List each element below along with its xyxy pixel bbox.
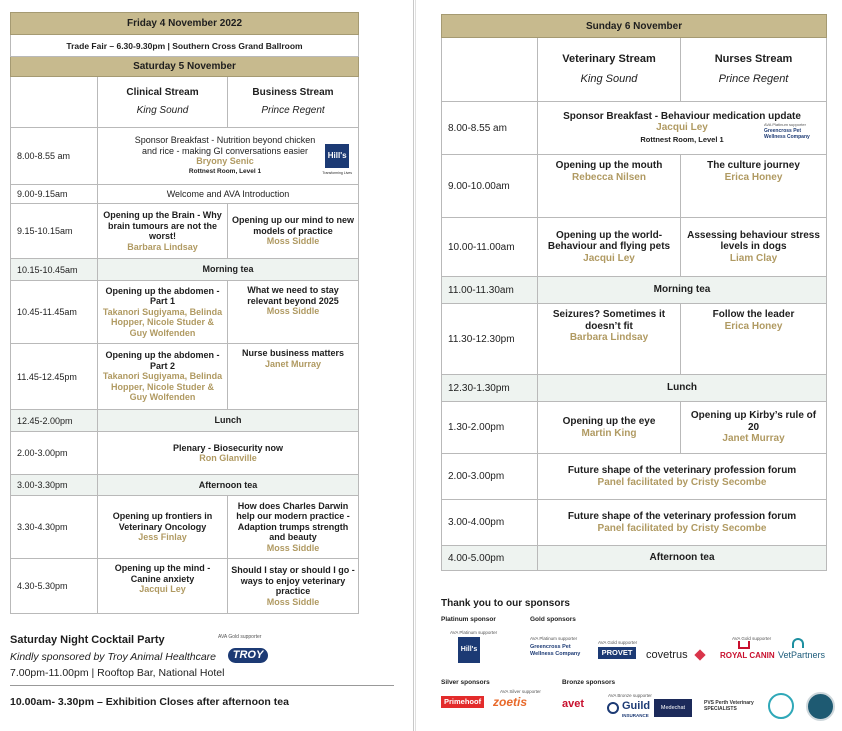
page-fold-shadow	[415, 0, 416, 731]
time-cell: 12.30-1.30pm	[442, 375, 538, 402]
break-label: Afternoon tea	[98, 475, 359, 496]
session-speaker: Moss Siddle	[266, 596, 320, 607]
time-cell: 9.15-10.15am	[11, 204, 98, 259]
business-stream-header	[228, 77, 359, 128]
session-cell	[228, 496, 359, 559]
zoetis-logo: zoetis	[493, 695, 528, 709]
gold-tag: AVA Platinum supporter	[530, 636, 578, 641]
session-title: Future shape of the veterinary profession forum	[567, 465, 797, 476]
session-speaker: Barbara Lindsay	[569, 332, 649, 343]
session-cell	[228, 281, 359, 344]
session-cell	[228, 204, 359, 259]
cocktail-title: Saturday Night Cocktail Party	[10, 634, 165, 646]
forum-cell	[538, 454, 827, 500]
session-speaker: Jess Finlay	[138, 532, 187, 543]
session-cell	[228, 559, 359, 614]
sunday-schedule	[441, 14, 827, 571]
medechat-logo: Medechat	[654, 699, 692, 717]
stream-name: Business Stream	[252, 86, 334, 98]
break-label: Afternoon tea	[538, 546, 827, 571]
covetrus-mark-icon	[694, 649, 705, 660]
vetpartners-mark-icon	[792, 638, 804, 648]
session-title: Opening up frontiers in Veterinary Oncology	[112, 511, 213, 532]
session-speaker: Rebecca Nilsen	[572, 171, 646, 183]
session-cell	[538, 218, 681, 277]
cocktail-divider	[10, 685, 394, 686]
time-cell: 10.15-10.45am	[11, 259, 98, 281]
session-speaker: Janet Murray	[264, 358, 322, 369]
time-cell: 3.30-4.30pm	[11, 496, 98, 559]
page-fold	[413, 0, 414, 731]
royal-canin-logo: ROYAL CANIN	[720, 651, 775, 660]
session-title: Opening up the mouth	[555, 160, 663, 171]
stream-name: Nurses Stream	[714, 53, 793, 65]
time-cell: 3.00-3.30pm	[11, 475, 98, 496]
crown-icon	[738, 641, 750, 649]
time-cell: 3.00-4.00pm	[442, 500, 538, 546]
hills-sponsor-logo: Hill's	[458, 637, 480, 663]
session-title: Opening up the abdomen - Part 2	[105, 350, 220, 371]
greencross-sponsor-logo: Greencross Pet Wellness Company	[530, 644, 581, 657]
stream-room: King Sound	[136, 105, 189, 116]
silver-tag: AVA Silver supporter	[500, 689, 541, 694]
session-cell	[228, 344, 359, 410]
session-title: Opening up the Brain - Why brain tumours are not the worst!	[103, 210, 222, 241]
time-cell: 11.30-12.30pm	[442, 304, 538, 375]
session-speaker: Jacqui Ley	[656, 122, 708, 134]
session-cell	[98, 344, 228, 410]
sponsor-breakfast-cell	[538, 102, 827, 155]
saturday-schedule	[10, 12, 359, 614]
session-title: Future shape of the veterinary profession forum	[567, 511, 797, 522]
session-cell	[98, 204, 228, 259]
session-speaker: Moss Siddle	[266, 542, 320, 553]
stream-corner	[11, 77, 98, 128]
session-cell	[681, 155, 827, 218]
session-speaker: Jacqui Ley	[583, 252, 635, 264]
session-cell	[98, 496, 228, 559]
cocktail-sponsor-tag: AVA Gold supporter	[218, 634, 262, 640]
session-speaker: Martin King	[581, 427, 637, 439]
time-cell: 8.00-8.55 am	[11, 128, 98, 185]
time-cell: 12.45-2.00pm	[11, 410, 98, 432]
session-title: Welcome and AVA Introduction	[98, 185, 359, 204]
session-speaker: Takanori Sugiyama, Belinda Hopper, Nicole Studer & Guy Wolfenden	[102, 306, 223, 338]
time-cell: 8.00-8.55 am	[442, 102, 538, 155]
time-cell: 10.00-11.00am	[442, 218, 538, 277]
time-cell: 4.30-5.30pm	[11, 559, 98, 614]
session-cell	[98, 281, 228, 344]
clinical-stream-header	[98, 77, 228, 128]
session-title: Follow the leader	[712, 309, 795, 320]
session-cell	[538, 155, 681, 218]
session-speaker: Takanori Sugiyama, Belinda Hopper, Nicole Studer & Guy Wolfenden	[102, 371, 223, 403]
session-title: Should I stay or should I go - ways to enjoy veterinary practice	[231, 565, 355, 596]
session-speaker: Erica Honey	[724, 320, 783, 332]
time-cell: 11.00-11.30am	[442, 277, 538, 304]
guild-sub: INSURANCE	[622, 713, 649, 718]
platinum-tag: AVA Platinum supporter	[450, 630, 498, 635]
time-cell: 4.00-5.00pm	[442, 546, 538, 571]
friday-event: Trade Fair – 6.30-9.30pm | Southern Cross Grand Ballroom	[11, 35, 359, 57]
nurses-stream-header	[681, 38, 827, 102]
session-title: The culture journey	[707, 160, 800, 171]
session-title: Seizures? Sometimes it doesn’t fit	[552, 309, 666, 332]
session-room: Rottnest Room, Level 1	[640, 134, 724, 144]
veterinary-stream-header	[538, 38, 681, 102]
session-speaker: Janet Murray	[722, 433, 785, 445]
session-title: Opening up the mind - Canine anxiety	[114, 563, 211, 584]
break-label: Lunch	[98, 410, 359, 432]
guild-mark-icon	[607, 702, 619, 714]
troy-logo: TROY	[228, 648, 268, 663]
exhibition-note: 10.00am- 3.30pm – Exhibition Closes after afternoon tea	[10, 696, 289, 708]
session-title: Sponsor Breakfast - Behaviour medication update	[563, 110, 801, 122]
session-speaker: Bryony Senic	[196, 156, 254, 166]
session-speaker: Moss Siddle	[266, 236, 320, 247]
stream-name: Veterinary Stream	[562, 53, 656, 65]
session-title: Opening up the world- Behaviour and flying pets	[547, 229, 671, 253]
gold-tag: AVA Gold supporter	[598, 640, 638, 645]
friday-header: Friday 4 November 2022	[11, 13, 359, 35]
session-cell	[681, 218, 827, 277]
session-title: Opening up Kirby’s rule of 20	[690, 410, 817, 433]
greencross-logo: AVA Platinum supporter Greencross Pet Wellness Company	[764, 122, 810, 140]
session-title: Plenary - Biosecurity now	[172, 442, 284, 453]
saturday-header: Saturday 5 November	[11, 57, 359, 77]
time-cell: 10.45-11.45am	[11, 281, 98, 344]
time-cell: 2.00-3.00pm	[442, 454, 538, 500]
session-speaker: Panel facilitated by Cristy Secombe	[597, 522, 767, 534]
session-cell	[681, 304, 827, 375]
time-cell: 1.30-2.00pm	[442, 402, 538, 454]
time-cell: 9.00-10.00am	[442, 155, 538, 218]
sponsor-breakfast-cell	[98, 128, 359, 185]
session-title: Sponsor Breakfast - Nutrition beyond chicken and rice - making GI conversations easier	[134, 135, 316, 156]
pvs-logo: PVS Perth Veterinary SPECIALISTS	[704, 700, 754, 712]
stream-room: King Sound	[580, 72, 638, 85]
stream-corner	[442, 38, 538, 102]
break-label: Lunch	[538, 375, 827, 402]
gold-tag: AVA Gold supporter	[732, 636, 772, 641]
gold-label: Gold sponsors	[530, 616, 576, 623]
session-title: Opening up the abdomen - Part 1	[105, 285, 220, 307]
session-cell	[681, 402, 827, 454]
hills-logo: Hill's Transforming Lives	[322, 144, 352, 179]
sponsors-title: Thank you to our sponsors	[441, 598, 570, 609]
break-label: Morning tea	[538, 277, 827, 304]
session-title: Opening up our mind to new models of practice	[232, 215, 354, 236]
session-title: How does Charles Darwin help our modern practice - Adaption trumps strength and beauty	[236, 500, 350, 543]
bronze-round-logo-icon	[768, 693, 794, 719]
swan-seal-icon	[806, 692, 835, 721]
session-room: Rottnest Room, Level 1	[188, 167, 262, 175]
bronze-label: Bronze sponsors	[562, 679, 616, 686]
stream-name: Clinical Stream	[126, 86, 199, 98]
time-cell: 11.45-12.45pm	[11, 344, 98, 410]
sunday-header: Sunday 6 November	[442, 15, 827, 38]
session-title: Nurse business matters	[241, 348, 345, 358]
platinum-label: Platinum sponsor	[441, 616, 496, 623]
session-speaker: Panel facilitated by Cristy Secombe	[597, 476, 767, 488]
primehoof-logo: Primehoof	[441, 696, 484, 708]
session-speaker: Ron Glanville	[199, 453, 257, 463]
session-title: Opening up the eye	[562, 416, 656, 427]
silver-label: Silver sponsors	[441, 679, 490, 686]
cocktail-sponsor: Kindly sponsored by Troy Animal Healthcare	[10, 651, 217, 663]
forum-cell	[538, 500, 827, 546]
time-cell: 9.00-9.15am	[11, 185, 98, 204]
session-speaker: Liam Clay	[729, 252, 778, 264]
stream-room: Prince Regent	[261, 105, 325, 116]
session-speaker: Barbara Lindsay	[127, 241, 198, 252]
break-label: Morning tea	[98, 259, 359, 281]
session-speaker: Moss Siddle	[266, 306, 320, 316]
time-cell: 2.00-3.00pm	[11, 432, 98, 475]
session-title: What we need to stay relevant beyond 2025	[247, 285, 339, 306]
bronze-tag: AVA Bronze supporter	[608, 693, 652, 698]
guild-logo: Guild	[622, 700, 651, 712]
session-cell	[538, 402, 681, 454]
stream-room: Prince Regent	[718, 72, 789, 85]
plenary-cell	[98, 432, 359, 475]
session-speaker: Jacqui Ley	[139, 584, 186, 594]
covetrus-logo: covetrus	[646, 649, 688, 661]
cocktail-time: 7.00pm-11.00pm | Rooftop Bar, National Hotel	[10, 667, 225, 679]
avet-logo: avet	[562, 698, 585, 710]
session-cell	[538, 304, 681, 375]
session-cell	[98, 559, 228, 614]
provet-logo: PROVET	[598, 647, 636, 659]
vetpartners-logo: VetPartners	[778, 650, 826, 660]
session-title: Assessing behaviour stress levels in dogs	[687, 229, 820, 253]
session-speaker: Erica Honey	[724, 171, 783, 183]
